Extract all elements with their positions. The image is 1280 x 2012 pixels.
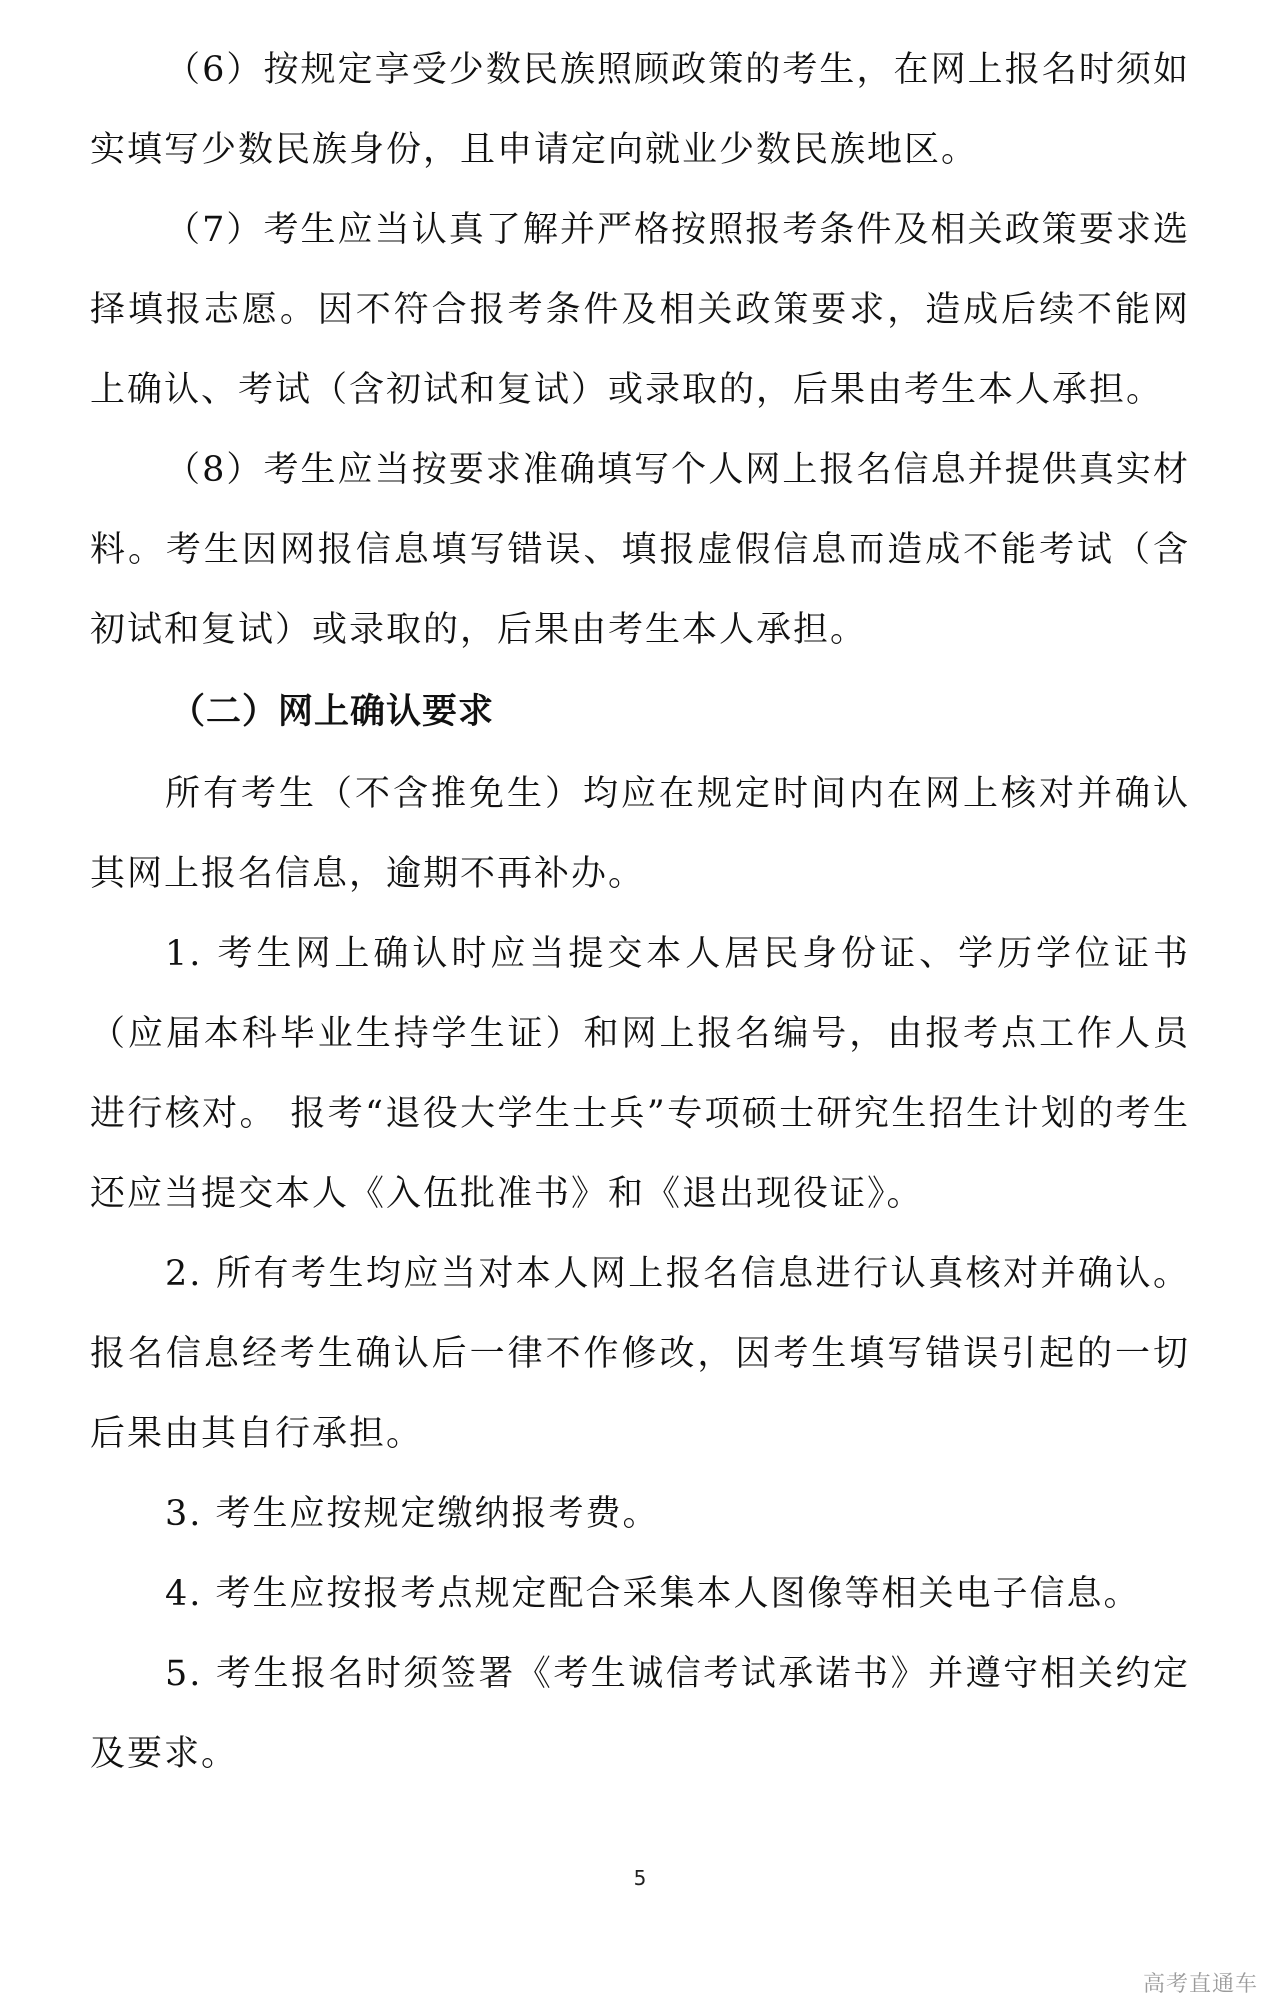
requirement-1: 1. 考生网上确认时应当提交本人居民身份证、学历学位证书（应届本科毕业生持学生证）和网上报名编号，由报考点工作人员进行核对。 报考“退役大学生士兵”专项硕士研究生招生计划的考生还应当提交本人《入伍批准书》和《退出现役证》。 xyxy=(90,934,1190,1214)
watermark: 高考直通车 xyxy=(1142,1972,1258,1997)
requirement-4: 4. 考生应按报考点规定配合采集本人图像等相关电子信息。 xyxy=(165,1574,1141,1614)
requirement-3: 3. 考生应按规定缴纳报考费。 xyxy=(165,1494,660,1534)
section-heading: （二）网上确认要求 xyxy=(170,692,495,732)
paragraph-7: （7）考生应当认真了解并严格按照报考条件及相关政策要求选择填报志愿。因不符合报考条件及相关政策要求，造成后续不能网上确认、考试（含初试和复试）或录取的，后果由考生本人承担。 xyxy=(90,210,1190,410)
document-page xyxy=(90,30,1190,1794)
requirement-5: 5. 考生报名时须签署《考生诚信考试承诺书》并遵守相关约定及要求。 xyxy=(90,1654,1190,1774)
page-number: 5 xyxy=(633,1866,647,1890)
section-intro-paragraph: 所有考生（不含推免生）均应在规定时间内在网上核对并确认其网上报名信息，逾期不再补办。 xyxy=(90,774,1190,894)
paragraph-6: （6）按规定享受少数民族照顾政策的考生，在网上报名时须如实填写少数民族身份，且申请定向就业少数民族地区。 xyxy=(90,50,1190,170)
requirement-2: 2. 所有考生均应当对本人网上报名信息进行认真核对并确认。报名信息经考生确认后一律不作修改，因考生填写错误引起的一切后果由其自行承担。 xyxy=(90,1254,1190,1454)
paragraph-8: （8）考生应当按要求准确填写个人网上报名信息并提供真实材料。考生因网报信息填写错误、填报虚假信息而造成不能考试（含初试和复试）或录取的，后果由考生本人承担。 xyxy=(90,450,1190,650)
